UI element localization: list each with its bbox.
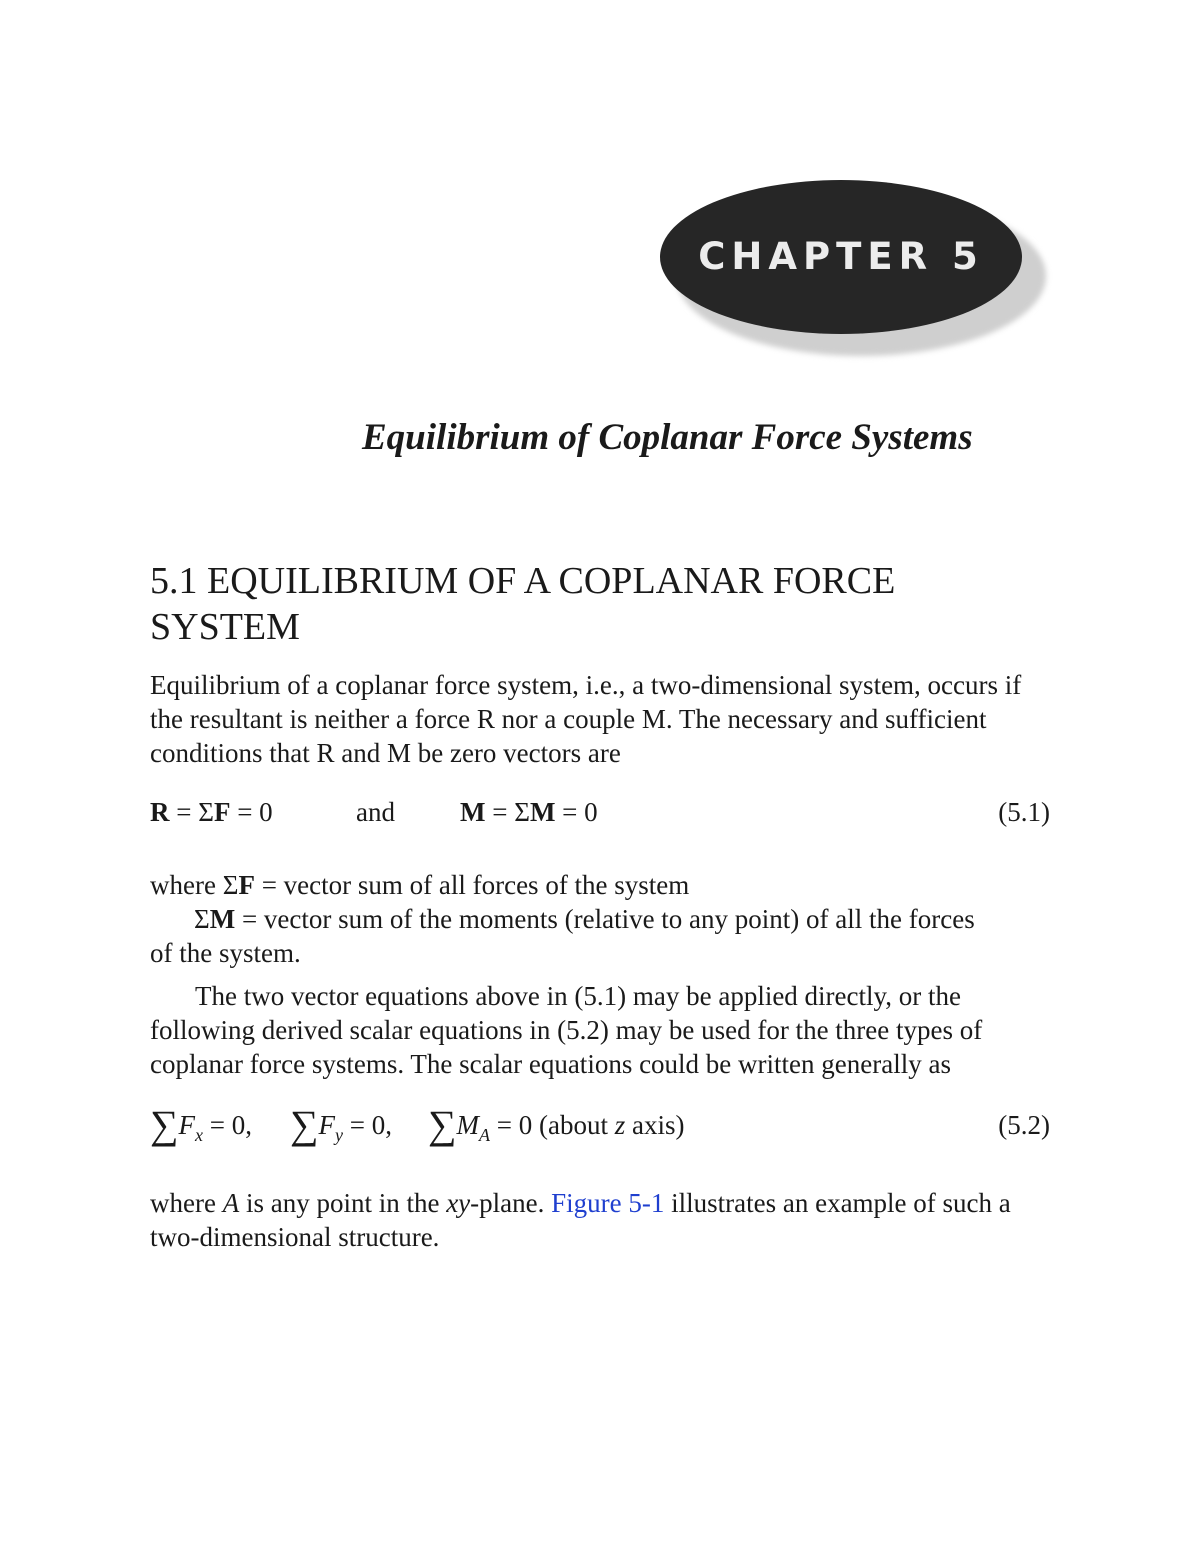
paragraph-point-a: where A is any point in the xy-plane. Figure 5-1 illustrates an example of such a two-dimensional structure. [150,1188,1011,1252]
paragraph-intro: Equilibrium of a coplanar force system, i.e., a two-dimensional system, occurs if the resultant is neither a force R nor a couple M. The necessary and sufficient conditions that R and M be zero vectors are [150,670,1022,768]
equation-5-2-sum-fy: $\sum F_y = 0$, [290,1102,392,1147]
equation-5-1 [150,797,1050,837]
where-line-sum-moments: ΣM = vector sum of the moments (relative to any point) of all the forces [194,904,975,934]
equation-5-1-left: R = ΣF = 0 [150,797,273,827]
equation-5-2-sum-fx: $\sum F_x = 0$, [150,1102,252,1147]
equation-5-1-number: (5.1) [998,797,1050,827]
where-line-sum-forces: where ΣF = vector sum of all forces of the system [150,870,690,900]
equation-5-1-right: M = ΣM = 0 [460,797,598,827]
paragraph-scalar-equations: The two vector equations above in (5.1) may be applied directly, or the following derived scalar equations in (5.2) may be used for the three types of coplanar force systems. The scalar equations could be written generally as [150,981,983,1079]
where-definitions [150,868,1060,970]
chapter-title: Equilibrium of Coplanar Force Systems [362,417,973,458]
equation-5-2-number: (5.2) [998,1110,1050,1140]
chapter-badge [660,180,1022,334]
figure-5-1-link[interactable]: Figure 5-1 [551,1188,665,1218]
where-line-continuation: of the system. [150,938,301,968]
equation-5-2 [150,1102,1050,1150]
chapter-badge-label: CHAPTER 5 [698,234,984,278]
equation-5-2-sum-ma: $\sum M_A = 0$ (about z axis) [428,1102,685,1147]
section-heading: 5.1 EQUILIBRIUM OF A COPLANAR FORCE SYSTEM [150,560,896,648]
equation-5-1-connector: and [356,797,395,827]
